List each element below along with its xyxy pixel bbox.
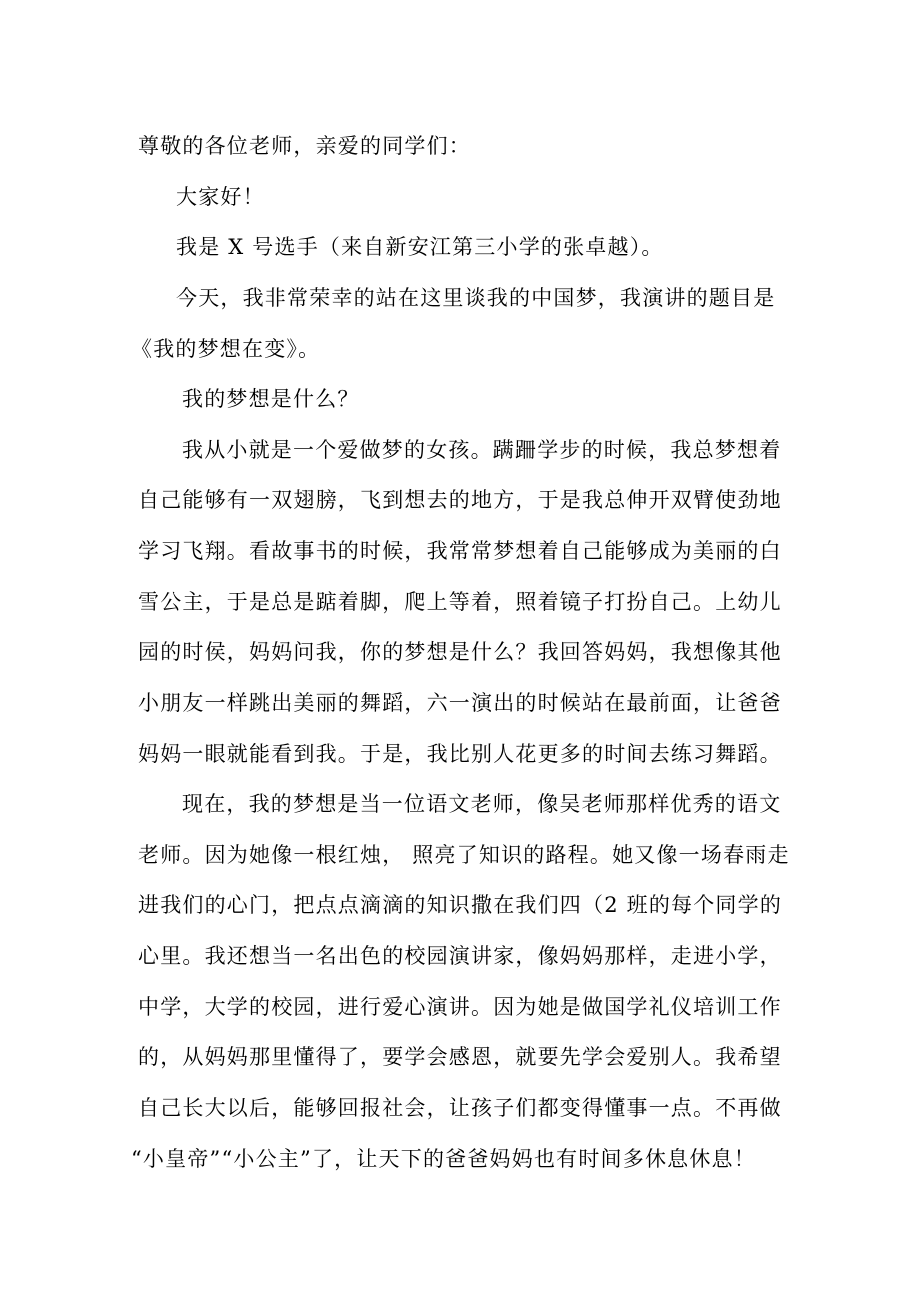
section-question: 我的梦想是什么？ [182,387,360,411]
paragraph-line: 进我们的心门，把点点滴滴的知识撒在我们四（2 班的每个同学的 [138,893,783,917]
paragraph-line: 老师。因为她像一根红烛， 照亮了知识的路程。她又像一场春雨走 [138,843,790,867]
speech-title: 《我的梦想在变》。 [131,337,321,361]
paragraph-line: 心里。我还想当一名出色的校园演讲家，像妈妈那样，走进小学， [138,944,782,968]
paragraph-line: 我从小就是一个爱做梦的女孩。蹒跚学步的时候，我总梦想着 [182,438,782,462]
self-introduction: 我是 X 号选手（来自新安江第三小学的张卓越）。 [176,235,664,259]
paragraph-line: 自己能够有一双翅膀，飞到想去的地方，于是我总伸开双臂使劲地 [138,488,782,512]
greeting: 大家好！ [176,185,265,209]
paragraph-line: 小朋友一样跳出美丽的舞蹈，六一演出的时候站在最前面，让爸爸 [138,691,782,715]
salutation: 尊敬的各位老师，亲爱的同学们： [138,134,471,158]
paragraph-line: 现在，我的梦想是当一位语文老师，像吴老师那样优秀的语文 [182,792,782,816]
paragraph-line: “小皇帝”“小公主”了，让天下的爸爸妈妈也有时间多休息休息！ [131,1147,756,1171]
paragraph-line: 园的时侯，妈妈问我，你的梦想是什么？我回答妈妈，我想像其他 [138,640,782,664]
paragraph-line: 的，从妈妈那里懂得了，要学会感恩，就要先学会爱别人。我希望 [138,1045,782,1069]
paragraph-line: 雪公主，于是总是踮着脚，爬上等着，照着镜子打扮自己。上幼儿 [138,590,782,614]
paragraph-line: 学习飞翔。看故事书的时候，我常常梦想着自己能够成为美丽的白 [138,539,782,563]
paragraph-line: 中学，大学的校园，进行爱心演讲。因为她是做国学礼仪培训工作 [138,995,782,1019]
paragraph-line: 妈妈一眼就能看到我。于是，我比别人花更多的时间去练习舞蹈。 [138,742,782,766]
paragraph-line: 自己长大以后，能够回报社会，让孩子们都变得懂事一点。不再做 [138,1096,782,1120]
paragraph-line: 今天，我非常荣幸的站在这里谈我的中国梦，我演讲的题目是 [176,286,776,310]
